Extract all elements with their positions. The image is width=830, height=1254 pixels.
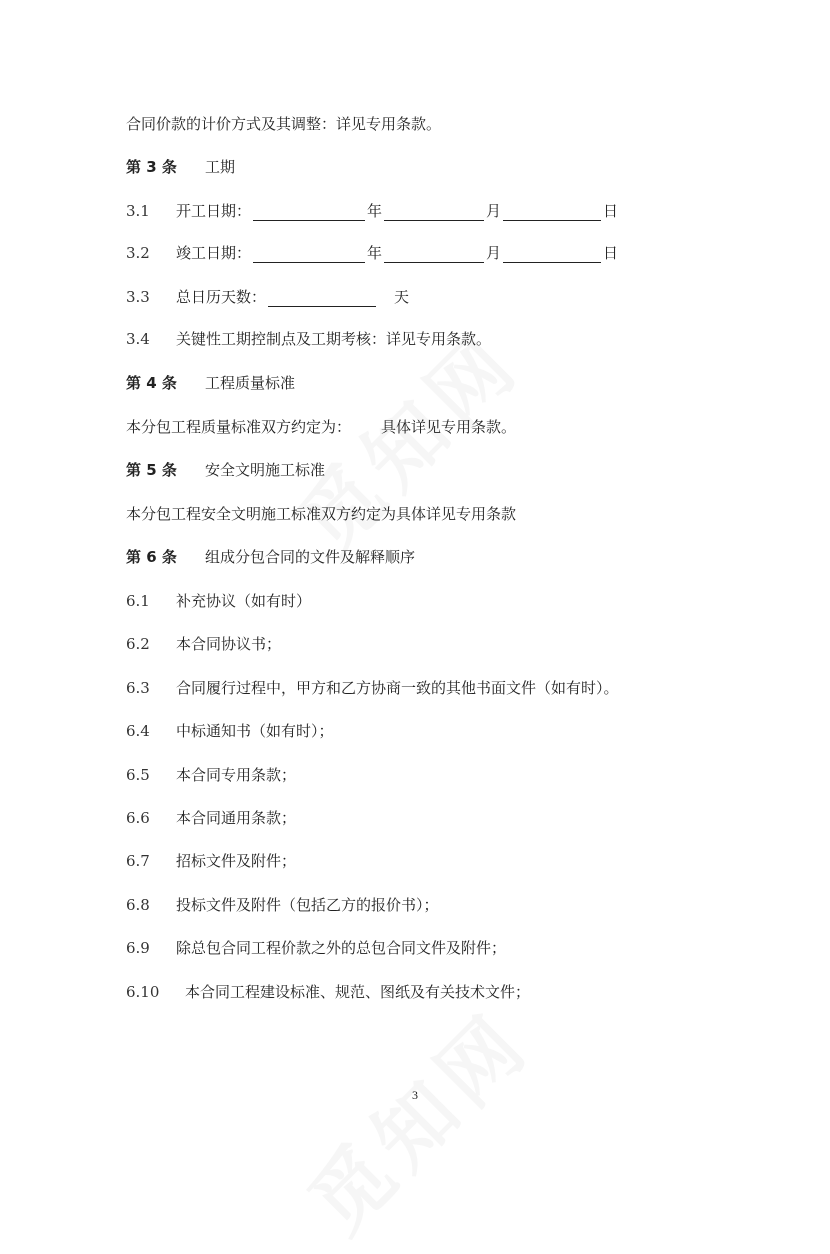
article-3-heading (126, 157, 236, 177)
year-blank[interactable] (253, 204, 365, 221)
body-text: 本分包工程质量标准双方约定为： (126, 418, 352, 436)
article-4-body (126, 417, 516, 437)
clause-number: 6.3 (126, 678, 150, 697)
clause-number: 3.2 (126, 244, 150, 262)
article-label: 第 6 条 (126, 548, 177, 566)
article-label: 第 3 条 (126, 158, 177, 176)
clause-number: 6.2 (126, 635, 150, 654)
year-label: 年 (367, 244, 383, 262)
day-blank[interactable] (503, 204, 601, 221)
clause-number: 6.6 (126, 809, 150, 827)
month-blank[interactable] (384, 204, 484, 221)
article-5-body: 本分包工程安全文明施工标准双方约定为具体详见专用条款 (126, 505, 517, 523)
month-label: 月 (486, 202, 502, 220)
days-blank[interactable] (268, 290, 376, 307)
month-label: 月 (486, 244, 502, 262)
clause-text: 合同履行过程中，甲方和乙方协商一致的其他书面文件（如有时）。 (176, 678, 619, 697)
article-6-heading (126, 547, 416, 567)
article-title: 组成分包合同的文件及解释顺序 (205, 548, 416, 566)
clause-text: 本合同协议书； (176, 635, 282, 654)
clause-text: 本合同专用条款； (176, 765, 297, 784)
clause-number: 3.1 (126, 202, 150, 220)
clause-number: 3.3 (126, 288, 150, 306)
clause-number: 6.5 (126, 765, 150, 784)
year-blank[interactable] (253, 246, 365, 263)
clause-text: 招标文件及附件； (176, 852, 297, 871)
clause-text: 关键性工期控制点及工期考核：详见专用条款。 (176, 330, 492, 348)
clause-number: 6.8 (126, 895, 150, 914)
article-title: 工程质量标准 (205, 374, 296, 392)
article-label: 第 4 条 (126, 374, 177, 392)
day-label: 日 (603, 202, 619, 220)
body-text: 具体详见专用条款。 (381, 418, 517, 436)
article-5-heading (126, 460, 326, 480)
day-blank[interactable] (503, 246, 601, 263)
clause-number: 6.7 (126, 852, 150, 871)
clause-text: 本合同通用条款； (176, 809, 297, 827)
clause-label: 开工日期： (176, 202, 252, 220)
article-label: 第 5 条 (126, 461, 177, 479)
article-title: 安全文明施工标准 (205, 461, 326, 479)
article-4-heading (126, 373, 296, 393)
days-unit: 天 (394, 288, 410, 306)
clause-number: 6.1 (126, 592, 150, 610)
clause-text: 投标文件及附件（包括乙方的报价书）； (176, 895, 439, 914)
clause-number: 6.4 (126, 722, 150, 741)
clause-number: 6.9 (126, 939, 150, 958)
intro-text: 合同价款的计价方式及其调整：详见专用条款。 (126, 115, 442, 133)
article-title: 工期 (205, 158, 236, 176)
day-label: 日 (603, 244, 619, 262)
clause-number: 6.10 (126, 982, 160, 1001)
clause-label: 总日历天数： (176, 288, 267, 306)
watermark (279, 981, 551, 1253)
year-label: 年 (367, 202, 383, 220)
clause-label: 竣工日期： (176, 244, 252, 262)
clause-text: 本合同工程建设标准、规范、图纸及有关技术文件； (185, 982, 531, 1001)
clause-text: 补充协议（如有时） (176, 592, 312, 610)
clause-number: 3.4 (126, 330, 150, 348)
clause-text: 中标通知书（如有时）； (176, 722, 334, 741)
clause-text: 除总包合同工程价款之外的总包合同文件及附件； (176, 939, 507, 958)
page-number: 3 (412, 1088, 418, 1102)
month-blank[interactable] (384, 246, 484, 263)
